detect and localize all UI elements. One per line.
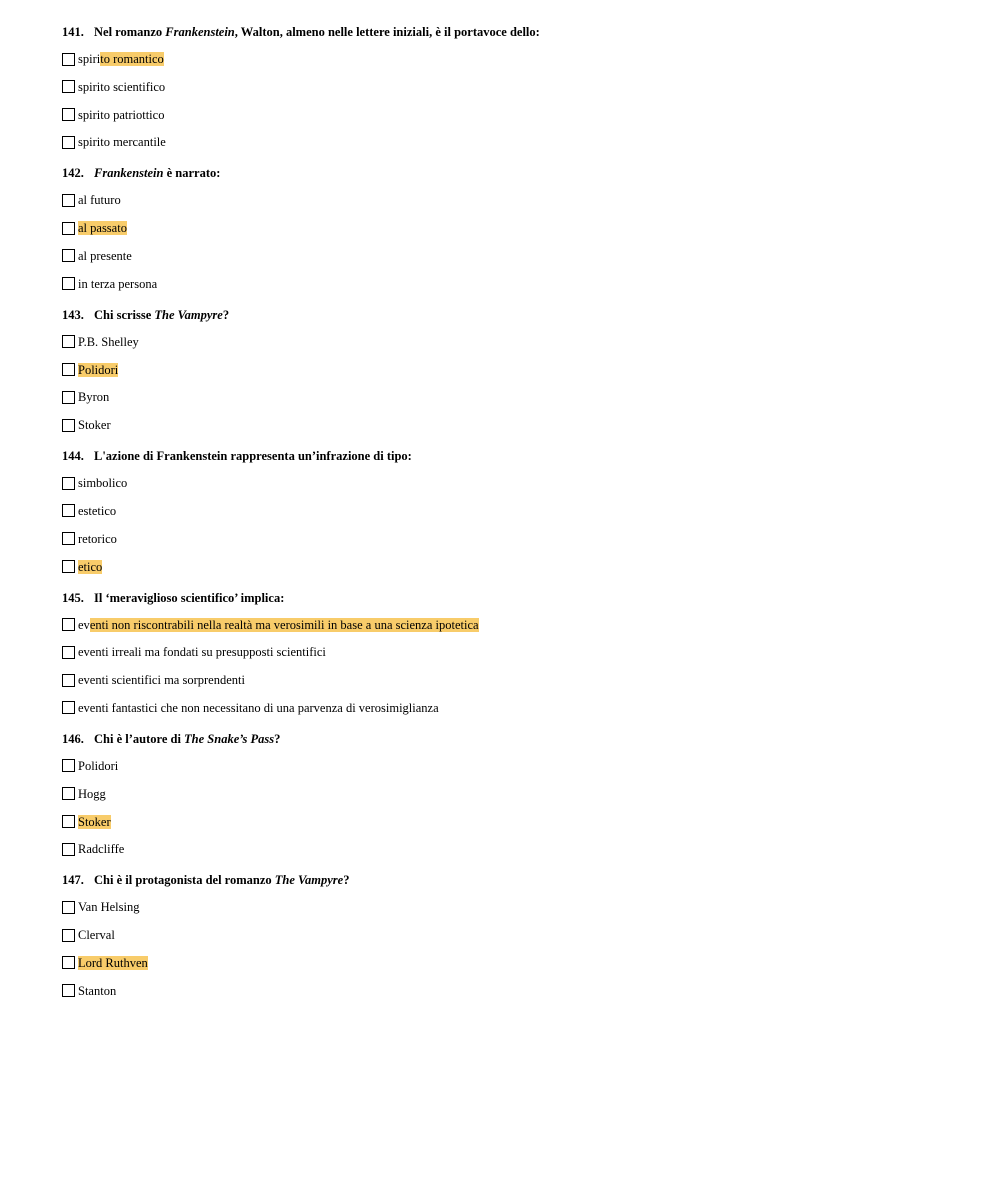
checkbox[interactable] [62,53,75,66]
answer-option[interactable] [62,643,962,661]
option-text [78,133,166,151]
checkbox[interactable] [62,701,75,714]
highlighted-answer-text: etico [78,559,103,574]
option-label: Hogg [78,786,106,801]
checkbox[interactable] [62,646,75,659]
highlighted-answer-text: to romantico [100,52,164,66]
question-title-text: L'azione di Frankenstein rappresenta un’infrazione di tipo: [94,449,412,464]
option-text [78,474,127,492]
checkbox[interactable] [62,759,75,772]
option-label: spirito patriottico [78,107,165,122]
question-title-text: Nel romanzo [94,25,166,39]
highlighted-answer-text: Polidori [78,362,119,377]
option-label: Clerval [78,928,115,943]
answer-option[interactable] [62,558,962,576]
checkbox[interactable] [62,984,75,997]
option-label: spirito scientifico [78,79,166,94]
option-label: al futuro [78,193,121,208]
highlighted-answer-text: enti non riscontrabili nella realtà ma verosimili in base a una scienza ipotetica [89,617,479,632]
option-text [78,643,326,661]
checkbox[interactable] [62,277,75,290]
answer-option[interactable] [62,416,962,434]
checkbox[interactable] [62,136,75,149]
highlighted-answer-text: Stoker [78,814,111,829]
question-number: 144. [62,449,84,464]
option-text [78,50,164,68]
option-label: Byron [78,390,110,405]
answer-option[interactable] [62,361,962,379]
answer-option[interactable] [62,671,962,689]
option-text [78,219,127,237]
checkbox[interactable] [62,108,75,121]
question-title-text: ? [343,873,350,888]
option-text [78,275,157,293]
answer-option[interactable] [62,191,962,209]
option-text [78,898,139,916]
option-text [78,191,121,209]
checkbox[interactable] [62,80,75,93]
question-title [62,872,962,889]
answer-option[interactable] [62,50,962,68]
answer-option[interactable] [62,813,962,831]
question-title [62,448,962,465]
option-label: eventi fantastici che non necessitano di una parvenza di verosimiglianza [78,700,439,715]
option-text [78,926,115,944]
option-label: eventi irreali ma fondati su presupposti scientifici [78,645,326,660]
answer-option[interactable] [62,785,962,803]
option-text [78,247,132,265]
option-label: al presente [78,248,132,263]
answer-option[interactable] [62,982,962,1000]
highlighted-answer-text: Lord Ruthven [78,955,148,970]
question-title-italic: The Snake’s Pass [184,731,275,746]
question-title-text: , Walton, almeno nelle lettere iniziali, è il portavoce dello: [234,25,540,39]
option-label: Van Helsing [78,900,140,915]
option-label: P.B. Shelley [78,334,139,349]
option-label: spiri [78,52,101,66]
question-number: 146. [62,731,84,746]
question-number: 145. [62,590,84,605]
option-label: ev [78,617,90,632]
question-title [62,307,962,324]
question-title [62,590,962,607]
checkbox[interactable] [62,956,75,969]
answer-option[interactable] [62,840,962,858]
question-title-text: Chi è l’autore di [94,731,185,746]
option-label: Radcliffe [78,842,125,857]
question-title-text: Chi è il protagonista del romanzo [94,873,275,888]
question-block [62,24,962,151]
quiz-document [62,24,962,1014]
option-label: in terza persona [78,276,158,291]
option-label: Stanton [78,983,117,998]
option-text [78,333,139,351]
option-text [78,502,116,520]
checkbox[interactable] [62,815,75,828]
question-title-italic: The Vampyre [274,873,344,888]
question-number: 143. [62,307,84,322]
checkbox[interactable] [62,363,75,376]
option-text [78,840,124,858]
option-label: retorico [78,531,117,546]
option-label: eventi scientifici ma sorprendenti [78,673,245,688]
answer-option[interactable] [62,333,962,351]
answer-option[interactable] [62,502,962,520]
answer-option[interactable] [62,474,962,492]
option-text [78,757,118,775]
option-text [78,388,109,406]
option-text [78,558,102,576]
question-title-text: Chi scrisse [94,307,155,322]
answer-option[interactable] [62,926,962,944]
answer-option[interactable] [62,954,962,972]
option-text [78,361,118,379]
checkbox[interactable] [62,901,75,914]
option-text [78,671,245,689]
question-title-italic: Frankenstein [165,25,235,39]
question-title-italic: Frankenstein [94,166,164,181]
question-title [62,731,962,748]
option-label: Polidori [78,758,119,773]
option-text [78,982,116,1000]
highlighted-answer-text: al passato [78,221,127,236]
question-block [62,307,962,434]
question-title-italic: The Vampyre [154,307,223,322]
option-text [78,616,479,634]
checkbox[interactable] [62,504,75,517]
checkbox[interactable] [62,249,75,262]
answer-option[interactable] [62,247,962,265]
option-text [78,106,164,124]
option-text [78,954,148,972]
option-label: simbolico [78,476,128,491]
checkbox[interactable] [62,222,75,235]
answer-option[interactable] [62,106,962,124]
question-title [62,24,962,41]
question-block [62,590,962,717]
question-number: 141. [62,25,84,39]
answer-option[interactable] [62,616,962,634]
option-text [78,416,111,434]
checkbox[interactable] [62,335,75,348]
option-label: spirito mercantile [78,135,166,150]
answer-option[interactable] [62,388,962,406]
answer-option[interactable] [62,898,962,916]
option-text [78,813,111,831]
question-block [62,872,962,999]
option-label: estetico [78,503,117,518]
question-number: 147. [62,873,84,888]
option-text [78,530,117,548]
question-title-text: è narrato: [163,166,221,181]
answer-option[interactable] [62,275,962,293]
question-title-text: Il ‘meraviglioso scientifico’ implica: [94,590,285,605]
checkbox[interactable] [62,419,75,432]
checkbox[interactable] [62,560,75,573]
checkbox[interactable] [62,477,75,490]
question-block [62,731,962,858]
question-title-text: ? [274,731,281,746]
option-text [78,785,106,803]
checkbox[interactable] [62,787,75,800]
question-title-text: ? [222,307,230,322]
answer-option[interactable] [62,757,962,775]
checkbox[interactable] [62,532,75,545]
question-block [62,165,962,292]
answer-option[interactable] [62,530,962,548]
checkbox[interactable] [62,674,75,687]
checkbox[interactable] [62,843,75,856]
checkbox[interactable] [62,618,75,631]
checkbox[interactable] [62,391,75,404]
checkbox[interactable] [62,929,75,942]
answer-option[interactable] [62,219,962,237]
answer-option[interactable] [62,133,962,151]
option-text [78,78,165,96]
option-text [78,699,439,717]
answer-option[interactable] [62,78,962,96]
option-label: Stoker [78,418,111,433]
answer-option[interactable] [62,699,962,717]
question-title [62,165,962,182]
question-number: 142. [62,166,84,181]
checkbox[interactable] [62,194,75,207]
question-block [62,448,962,575]
